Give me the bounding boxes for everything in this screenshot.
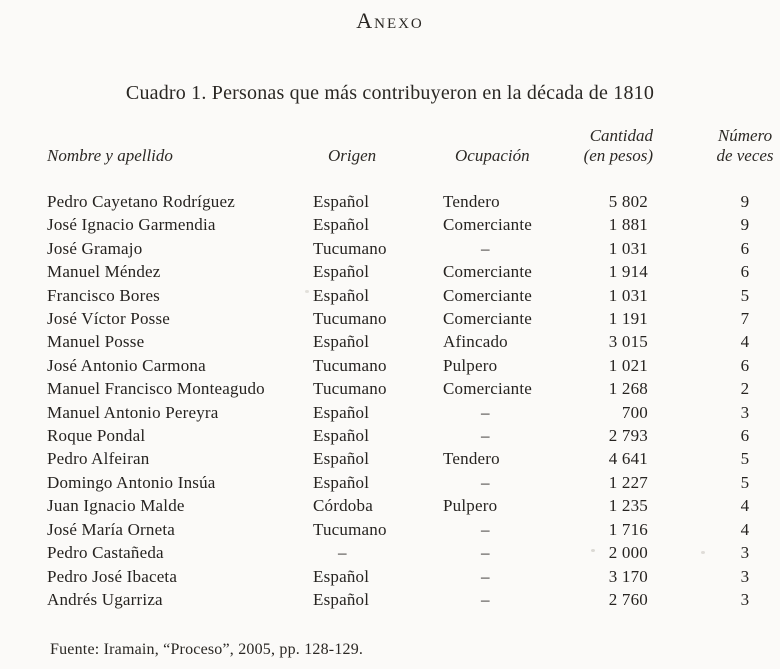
- cell-cantidad: 2 793: [608, 426, 648, 446]
- source-note: Fuente: Iramain, “Proceso”, 2005, pp. 128-129.: [50, 641, 364, 658]
- cell-cantidad: 1 031: [608, 285, 648, 305]
- table-row: [47, 377, 780, 400]
- cell-ocupacion: Tendero: [443, 449, 500, 469]
- table-row: [47, 541, 780, 564]
- table-header-row: [47, 116, 780, 166]
- cell-ocupacion: –: [481, 402, 490, 422]
- cell-cantidad: 1 021: [608, 355, 648, 375]
- cell-origen: Español: [313, 472, 370, 492]
- cell-ocupacion: –: [481, 472, 490, 492]
- cell-origen: Español: [313, 332, 370, 352]
- cell-ocupacion: –: [481, 589, 490, 609]
- cell-origen: Español: [313, 589, 370, 609]
- cell-nombre: José Antonio Carmona: [47, 355, 206, 375]
- table-row: [47, 518, 780, 541]
- scan-speckle: [591, 549, 595, 552]
- cell-origen: Español: [313, 426, 370, 446]
- scan-speckle: [701, 551, 705, 554]
- cell-ocupacion: Tendero: [443, 192, 500, 211]
- cell-veces: 5: [740, 285, 750, 305]
- cell-ocupacion: Comerciante: [443, 285, 533, 305]
- cell-veces: 6: [740, 238, 750, 258]
- cell-veces: 5: [740, 472, 750, 492]
- scan-speckle: [305, 290, 309, 293]
- cell-nombre: Manuel Antonio Pereyra: [47, 402, 219, 422]
- cell-veces: 5: [740, 449, 750, 469]
- cell-origen: Tucumano: [313, 519, 387, 539]
- cell-cantidad: 5 802: [608, 192, 648, 211]
- cell-nombre: Pedro Castañeda: [47, 543, 164, 563]
- table-row: [47, 307, 780, 330]
- table-row: [47, 354, 780, 377]
- cell-cantidad: 1 031: [608, 238, 648, 258]
- table-row: [47, 565, 780, 588]
- cell-origen: Tucumano: [313, 238, 387, 258]
- cell-nombre: Andrés Ugarriza: [47, 589, 163, 609]
- cell-nombre: Juan Ignacio Malde: [47, 496, 185, 516]
- table-title: Cuadro 1. Personas que más contribuyeron en la década de 1810: [125, 82, 655, 104]
- cell-cantidad: 2 760: [608, 589, 648, 609]
- column-header-line: Nombre y apellido: [47, 146, 173, 165]
- cell-ocupacion: Pulpero: [443, 355, 498, 375]
- cell-origen: Tucumano: [313, 355, 387, 375]
- cell-veces: 6: [740, 355, 750, 375]
- cell-ocupacion: Pulpero: [443, 496, 498, 516]
- cell-origen: Español: [313, 285, 370, 305]
- cell-cantidad: 1 716: [608, 519, 648, 539]
- cell-nombre: José Víctor Posse: [47, 309, 171, 329]
- section-header: Anexo: [356, 8, 424, 33]
- table-row: [47, 284, 780, 307]
- cell-origen: Español: [313, 566, 370, 586]
- contributors-table: [47, 116, 780, 611]
- table-row: [47, 237, 780, 260]
- cell-ocupacion: –: [481, 426, 490, 446]
- cell-veces: 4: [740, 519, 750, 539]
- cell-nombre: Pedro Cayetano Rodríguez: [47, 192, 235, 211]
- cell-nombre: Pedro José Ibaceta: [47, 566, 178, 586]
- cell-nombre: Domingo Antonio Insúa: [47, 472, 216, 492]
- cell-cantidad: 700: [621, 402, 648, 422]
- cell-veces: 9: [740, 215, 750, 235]
- column-header-origen: [312, 116, 443, 166]
- column-header-line: Ocupación: [455, 146, 530, 165]
- cell-nombre: Pedro Alfeiran: [47, 449, 150, 469]
- cell-cantidad: 1 881: [608, 215, 648, 235]
- cell-cantidad: 3 170: [608, 566, 648, 586]
- cell-cantidad: 2 000: [608, 543, 648, 563]
- cell-veces: 9: [740, 192, 750, 211]
- cell-veces: 3: [740, 589, 750, 609]
- table-row: [47, 588, 780, 611]
- table-row: [47, 447, 780, 470]
- cell-cantidad: 1 235: [608, 496, 648, 516]
- table-row: [47, 213, 780, 236]
- table-row: [47, 471, 780, 494]
- cell-cantidad: 4 641: [608, 449, 648, 469]
- column-header-nombre: [47, 116, 312, 166]
- cell-nombre: José Gramajo: [47, 238, 143, 258]
- cell-origen: Español: [313, 262, 370, 282]
- cell-ocupacion: –: [481, 543, 490, 563]
- table-row: [47, 424, 780, 447]
- column-header-cantidad: [577, 116, 655, 166]
- column-header-line: (en pesos): [583, 146, 653, 165]
- cell-veces: 2: [740, 379, 750, 399]
- cell-nombre: Manuel Posse: [47, 332, 145, 352]
- cell-nombre: Roque Pondal: [47, 426, 146, 446]
- cell-ocupacion: Comerciante: [443, 215, 533, 235]
- column-header-line: Número: [717, 126, 773, 145]
- cell-nombre: Francisco Bores: [47, 285, 161, 305]
- cell-origen: Córdoba: [313, 496, 373, 516]
- cell-veces: 3: [740, 402, 750, 422]
- cell-nombre: José Ignacio Garmendia: [47, 215, 216, 235]
- table-row: [47, 166, 780, 213]
- cell-ocupacion: Comerciante: [443, 309, 533, 329]
- cell-ocupacion: Comerciante: [443, 379, 533, 399]
- cell-origen: Español: [313, 402, 370, 422]
- cell-origen: Español: [313, 449, 370, 469]
- cell-ocupacion: –: [481, 519, 490, 539]
- column-header-line: de veces: [716, 146, 774, 165]
- cell-veces: 3: [740, 566, 750, 586]
- table-row: [47, 401, 780, 424]
- column-header-line: Origen: [328, 146, 377, 165]
- cell-nombre: Manuel Méndez: [47, 262, 161, 282]
- cell-cantidad: 1 191: [608, 309, 648, 329]
- cell-cantidad: 1 227: [608, 472, 648, 492]
- cell-veces: 4: [740, 496, 750, 516]
- cell-veces: 6: [740, 262, 750, 282]
- cell-nombre: José María Orneta: [47, 519, 176, 539]
- column-header-ocupacion: [443, 116, 577, 166]
- cell-origen: Tucumano: [313, 309, 387, 329]
- cell-veces: 7: [740, 309, 750, 329]
- cell-veces: 4: [740, 332, 750, 352]
- column-header-veces: [655, 116, 780, 166]
- cell-cantidad: 1 268: [608, 379, 648, 399]
- cell-cantidad: 3 015: [608, 332, 648, 352]
- cell-veces: 3: [740, 543, 750, 563]
- cell-origen: Español: [313, 215, 370, 235]
- cell-origen: –: [338, 543, 347, 563]
- cell-ocupacion: –: [481, 566, 490, 586]
- table-row: [47, 494, 780, 517]
- cell-cantidad: 1 914: [608, 262, 648, 282]
- table-row: [47, 260, 780, 283]
- cell-origen: Español: [313, 192, 370, 211]
- table-row: [47, 330, 780, 353]
- cell-origen: Tucumano: [313, 379, 387, 399]
- cell-nombre: Manuel Francisco Monteagudo: [47, 379, 265, 399]
- cell-ocupacion: –: [481, 238, 490, 258]
- cell-veces: 6: [740, 426, 750, 446]
- column-header-line: Cantidad: [589, 126, 653, 145]
- cell-ocupacion: Comerciante: [443, 262, 533, 282]
- cell-ocupacion: Afincado: [443, 332, 508, 352]
